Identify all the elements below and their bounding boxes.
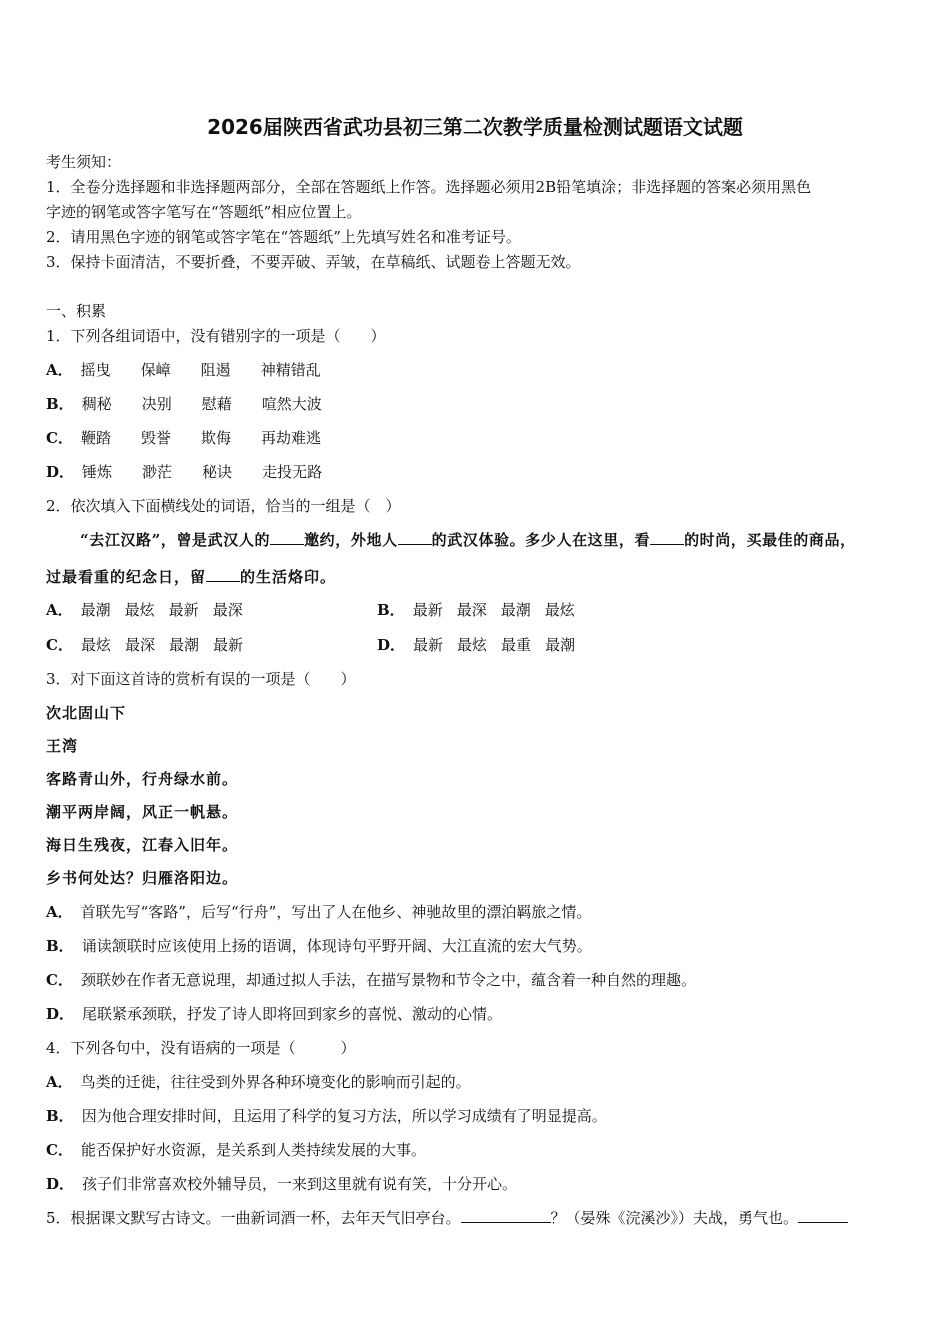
option-word: 最深: [124, 636, 155, 654]
passage-text: 的生活烙印。: [240, 568, 337, 586]
q1-option-b: [46, 394, 322, 414]
option-text: 鸟类的迁徙，往往受到外界各种环境变化的影响而引起的。: [80, 1073, 471, 1091]
option-label: C．: [46, 1141, 73, 1159]
q3-option-a: [46, 902, 591, 922]
option-label: D．: [46, 1175, 75, 1193]
poem-line: 乡书何处达？归雁洛阳边。: [46, 869, 239, 887]
option-label: B．: [377, 601, 405, 619]
notice-line: 2．请用黑色字迹的钢笔或答字笔在“答题纸”上先填写姓名和准考证号。: [46, 228, 521, 246]
option-word: 渺茫: [142, 463, 173, 481]
option-word: 决别: [141, 395, 172, 413]
question-2-stem: 2．依次填入下面横线处的词语，恰当的一组是（ ）: [46, 497, 401, 515]
option-word: 秘诀: [202, 463, 233, 481]
q4-option-c: [46, 1140, 426, 1160]
option-word: 走投无路: [262, 463, 323, 481]
option-word: 欺侮: [200, 429, 231, 447]
option-label: C．: [46, 429, 73, 447]
passage-text: 的武汉体验。多少人在这里，看: [431, 531, 651, 549]
poem-line: 客路青山外，行舟绿水前。: [46, 770, 239, 788]
option-word: 保嶂: [140, 361, 171, 379]
option-word: 最新: [412, 601, 443, 619]
option-text: 尾联紧承颈联，抒发了诗人即将回到家乡的喜悦、激动的心情。: [82, 1005, 503, 1023]
q2-option-d: [377, 635, 575, 655]
exam-title: 2026届陕西省武功县初三第二次教学质量检测试题语文试题: [207, 115, 743, 139]
option-word: 最炫: [544, 601, 575, 619]
poem-title: 次北固山下: [46, 704, 127, 722]
option-word: 阻遏: [200, 361, 231, 379]
poem-author: 王湾: [46, 737, 79, 755]
q2-passage-line: [80, 530, 856, 550]
question-1-stem: 1．下列各组词语中，没有错别字的一项是（ ）: [46, 327, 386, 345]
option-label: D．: [46, 463, 75, 481]
option-label: D．: [377, 636, 406, 654]
notice-line: 1．全卷分选择题和非选择题两部分，全部在答题纸上作答。选择题必须用2B铅笔填涂；非选择题的答案必须用黑色: [46, 178, 812, 196]
q2-option-a: [46, 600, 243, 620]
q1-option-c: [46, 428, 321, 448]
option-word: 最炫: [80, 636, 111, 654]
notice-heading: 考生须知：: [46, 153, 122, 171]
option-text: 能否保护好水资源，是关系到人类持续发展的大事。: [80, 1141, 426, 1159]
q4-option-b: [46, 1106, 607, 1126]
option-label: D．: [46, 1005, 75, 1023]
question-3-stem: 3．对下面这首诗的赏析有误的一项是（ ）: [46, 670, 356, 688]
q4-option-a: [46, 1072, 471, 1092]
option-label: A．: [46, 601, 73, 619]
q2-passage-line: [46, 567, 336, 587]
option-word: 再劫难逃: [261, 429, 322, 447]
passage-text: 过最看重的纪念日，留: [46, 568, 207, 586]
answer-blank[interactable]: [398, 530, 432, 545]
option-word: 最深: [212, 601, 243, 619]
answer-blank[interactable]: [461, 1208, 551, 1223]
option-word: 最深: [456, 601, 487, 619]
q1-option-a: [46, 360, 321, 380]
q2-option-c: [46, 635, 243, 655]
answer-blank[interactable]: [206, 567, 240, 582]
q1-option-d: [46, 462, 322, 482]
option-label: A．: [46, 361, 73, 379]
notice-line: 字迹的钢笔或答字笔写在“答题纸”相应位置上。: [46, 203, 362, 221]
answer-blank[interactable]: [798, 1208, 848, 1223]
option-word: 最潮: [500, 601, 531, 619]
option-text: 因为他合理安排时间，且运用了科学的复习方法，所以学习成绩有了明显提高。: [81, 1107, 607, 1125]
option-word: 锤炼: [82, 463, 113, 481]
option-word: 最潮: [168, 636, 199, 654]
option-word: 摇曳: [80, 361, 111, 379]
q4-option-d: [46, 1174, 517, 1194]
answer-blank[interactable]: [650, 530, 684, 545]
option-word: 最重: [501, 636, 532, 654]
option-word: 稠秘: [81, 395, 112, 413]
option-label: B．: [46, 937, 74, 955]
option-label: C．: [46, 636, 73, 654]
option-word: 最炫: [124, 601, 155, 619]
option-label: A．: [46, 903, 73, 921]
option-label: B．: [46, 395, 74, 413]
option-word: 最潮: [545, 636, 576, 654]
option-word: 最新: [168, 601, 199, 619]
passage-text: “去江汉路”，曾是武汉人的: [80, 531, 271, 549]
q3-option-d: [46, 1004, 502, 1024]
option-text: 首联先写“客路”，后写“行舟”，写出了人在他乡、神驰故里的漂泊羁旅之情。: [80, 903, 592, 921]
option-word: 最炫: [457, 636, 488, 654]
option-word: 神精错乱: [260, 361, 321, 379]
option-word: 最新: [213, 636, 244, 654]
question-text: 5．根据课文默写古诗文。一曲新词酒一杯，去年天气旧亭台。: [46, 1209, 461, 1227]
section-heading: 一、积累: [46, 302, 107, 320]
option-word: 最潮: [80, 601, 111, 619]
option-text: 颈联妙在作者无意说理，却通过拟人手法，在描写景物和节令之中，蕴含着一种自然的理趣。: [80, 971, 696, 989]
option-text: 诵读颔联时应该使用上扬的语调，体现诗句平野开阔、大江直流的宏大气势。: [81, 937, 592, 955]
answer-blank[interactable]: [270, 530, 304, 545]
option-label: B．: [46, 1107, 74, 1125]
option-word: 慰藉: [201, 395, 232, 413]
passage-text: 的时尚，买最佳的商品，: [684, 531, 856, 549]
option-word: 喧然大波: [261, 395, 322, 413]
option-text: 孩子们非常喜欢校外辅导员，一来到这里就有说有笑，十分开心。: [82, 1175, 518, 1193]
passage-text: 邀约，外地人: [304, 531, 398, 549]
notice-line: 3．保持卡面清洁，不要折叠，不要弄破、弄皱，在草稿纸、试题卷上答题无效。: [46, 253, 581, 271]
option-label: C．: [46, 971, 73, 989]
question-4-stem: 4．下列各句中，没有语病的一项是（ ）: [46, 1039, 356, 1057]
option-word: 毁誉: [140, 429, 171, 447]
q3-option-b: [46, 936, 592, 956]
poem-line: 潮平两岸阔，风正一帆悬。: [46, 803, 239, 821]
question-text: ？（晏殊《浣溪沙》）夫战，勇气也。: [550, 1209, 799, 1227]
option-word: 最新: [413, 636, 444, 654]
option-word: 鞭踏: [80, 429, 111, 447]
q2-option-b: [377, 600, 575, 620]
q3-option-c: [46, 970, 696, 990]
poem-line: 海日生残夜，江春入旧年。: [46, 836, 239, 854]
option-label: A．: [46, 1073, 73, 1091]
question-5-stem: [46, 1208, 848, 1228]
